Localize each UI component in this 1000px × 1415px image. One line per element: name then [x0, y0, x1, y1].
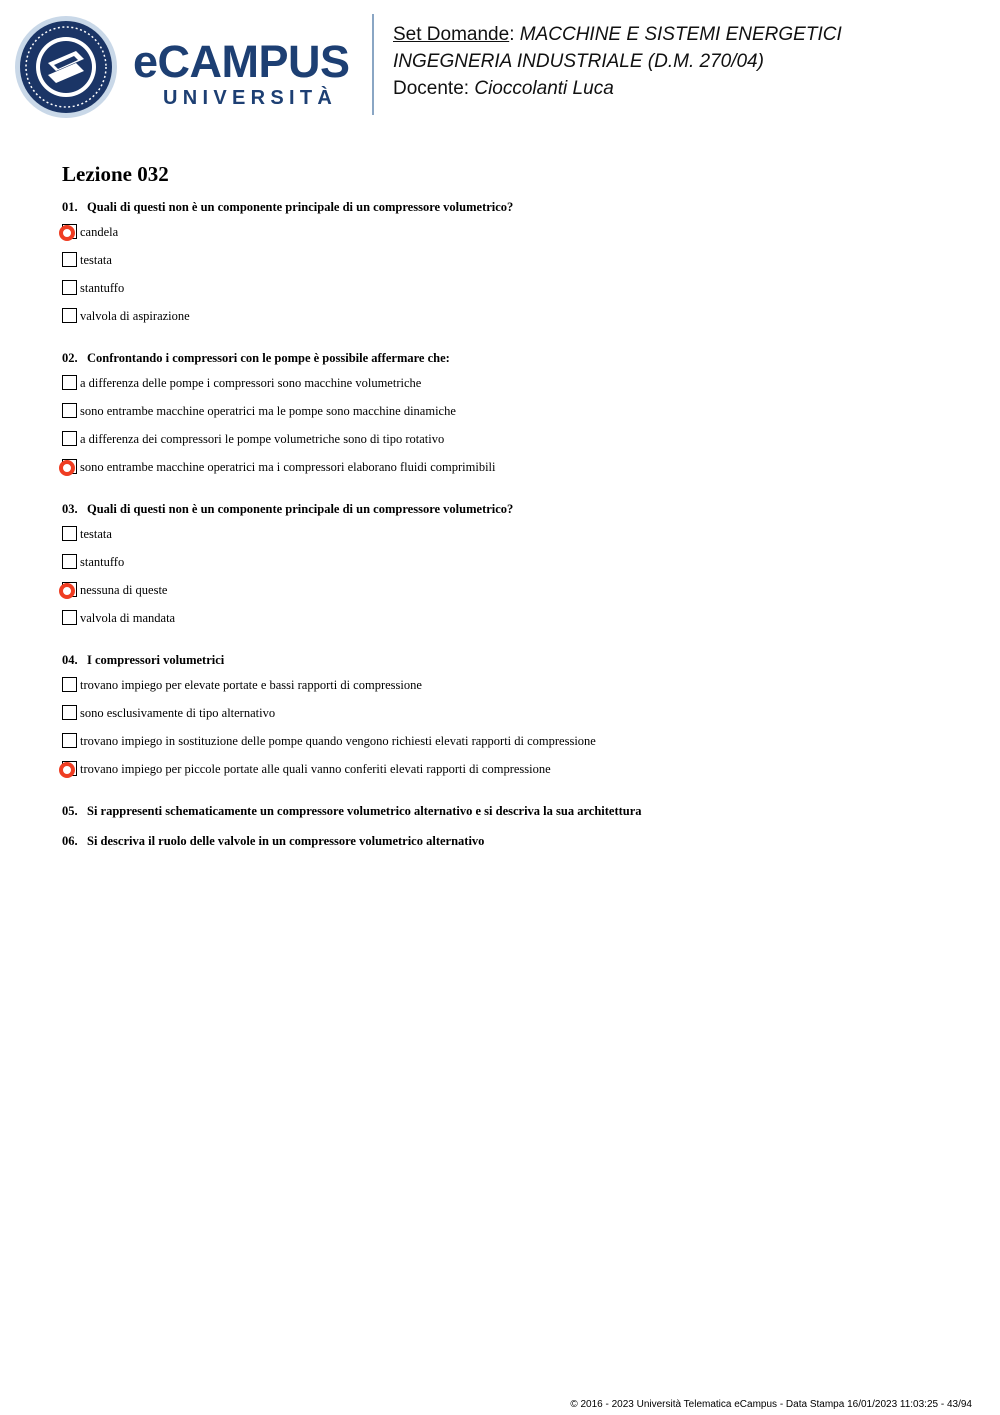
- checkbox[interactable]: [62, 252, 77, 267]
- answer-option[interactable]: [62, 308, 962, 336]
- question-label: Si descriva il ruolo delle valvole in un compressore volumetrico alternativo: [87, 834, 485, 848]
- question-text: [62, 652, 962, 668]
- question-text: [62, 199, 962, 215]
- answer-option[interactable]: [62, 459, 962, 487]
- page-header: [0, 0, 1000, 130]
- selected-answer-mark-icon: [59, 225, 75, 241]
- teacher-name: Cioccolanti Luca: [474, 78, 614, 99]
- answer-option-label: valvola di mandata: [80, 611, 176, 625]
- answer-option-label: sono esclusivamente di tipo alternativo: [80, 706, 276, 720]
- question-number: 02.: [62, 351, 78, 365]
- checkbox[interactable]: [62, 526, 77, 541]
- answer-option[interactable]: [62, 554, 962, 582]
- logo-word: eCAMPUS: [133, 36, 350, 87]
- checkbox[interactable]: [62, 677, 77, 692]
- answer-option[interactable]: [62, 280, 962, 308]
- header-info: [393, 21, 842, 102]
- answer-option[interactable]: [62, 431, 962, 459]
- question: [62, 199, 962, 336]
- course-name: MACCHINE E SISTEMI ENERGETICI: [519, 24, 842, 45]
- answer-option[interactable]: [62, 252, 962, 280]
- university-seal-icon: [14, 15, 118, 119]
- answer-option[interactable]: [62, 582, 962, 610]
- question-text: [62, 501, 962, 517]
- checkbox[interactable]: [62, 308, 77, 323]
- answer-option-label: testata: [80, 527, 112, 541]
- answer-option-label: stantuffo: [80, 555, 125, 569]
- question-label: I compressori volumetrici: [87, 653, 225, 667]
- answer-option-label: trovano impiego in sostituzione delle pompe quando vengono richiesti elevati rapporti di compressione: [80, 734, 596, 748]
- answer-option[interactable]: [62, 677, 962, 705]
- question: [62, 350, 962, 487]
- answer-option[interactable]: [62, 224, 962, 252]
- question-number: 03.: [62, 502, 78, 516]
- answer-option[interactable]: [62, 526, 962, 554]
- questions-list: [62, 199, 962, 849]
- answer-option-label: candela: [80, 225, 119, 239]
- header-teacher-line: Docente: Cioccolanti Luca: [393, 78, 614, 99]
- question-label: Si rappresenti schematicamente un compressore volumetrico alternativo e si descriva la sua architettura: [87, 804, 642, 818]
- checkbox[interactable]: [62, 554, 77, 569]
- checkbox[interactable]: [62, 431, 77, 446]
- checkbox[interactable]: [62, 280, 77, 295]
- question-label: Confrontando i compressori con le pompe è possibile affermare che:: [87, 351, 450, 365]
- answer-option-label: trovano impiego per piccole portate alle quali vanno conferiti elevati rapporti di compressione: [80, 762, 551, 776]
- answer-option-label: testata: [80, 253, 112, 267]
- lesson-title: Lezione 032: [62, 162, 169, 186]
- question: [62, 652, 962, 789]
- ecampus-logo: [133, 36, 350, 110]
- answer-option-label: a differenza delle pompe i compressori sono macchine volumetriche: [80, 376, 422, 390]
- answer-option-label: trovano impiego per elevate portate e bassi rapporti di compressione: [80, 678, 422, 692]
- question-number: 05.: [62, 804, 78, 818]
- question: [62, 501, 962, 638]
- question-text: [62, 350, 962, 366]
- answer-option[interactable]: [62, 761, 962, 789]
- answer-option[interactable]: [62, 610, 962, 638]
- question-number: 06.: [62, 834, 78, 848]
- checkbox[interactable]: [62, 610, 77, 625]
- checkbox[interactable]: [62, 403, 77, 418]
- checkbox[interactable]: [62, 705, 77, 720]
- answer-option[interactable]: [62, 705, 962, 733]
- answer-option-label: stantuffo: [80, 281, 125, 295]
- answer-option[interactable]: [62, 375, 962, 403]
- answer-option[interactable]: [62, 733, 962, 761]
- question-number: 04.: [62, 653, 78, 667]
- question-number: 01.: [62, 200, 78, 214]
- teacher-label: Docente: [393, 78, 464, 99]
- answer-option[interactable]: [62, 403, 962, 431]
- set-label: Set Domande: [393, 24, 510, 45]
- answer-option-label: sono entrambe macchine operatrici ma i compressori elaborano fluidi comprimibili: [80, 460, 496, 474]
- question-label: Quali di questi non è un componente principale di un compressore volumetrico?: [87, 502, 514, 516]
- question: [62, 803, 962, 819]
- answer-option-label: valvola di aspirazione: [80, 309, 190, 323]
- selected-answer-mark-icon: [59, 762, 75, 778]
- answer-option-label: a differenza dei compressori le pompe volumetriche sono di tipo rotativo: [80, 432, 445, 446]
- question-text: [62, 803, 962, 819]
- answer-option-label: sono entrambe macchine operatrici ma le pompe sono macchine dinamiche: [80, 404, 456, 418]
- question-set: [62, 160, 962, 863]
- logo-subtitle: UNIVERSITÀ: [163, 87, 338, 109]
- checkbox[interactable]: [62, 733, 77, 748]
- header-divider: [372, 14, 374, 115]
- question: [62, 833, 962, 849]
- selected-answer-mark-icon: [59, 583, 75, 599]
- question-label: Quali di questi non è un componente principale di un compressore volumetrico?: [87, 200, 514, 214]
- checkbox[interactable]: [62, 375, 77, 390]
- question-text: [62, 833, 962, 849]
- degree-name: INGEGNERIA INDUSTRIALE (D.M. 270/04): [393, 51, 764, 72]
- page-footer: © 2016 - 2023 Università Telematica eCampus - Data Stampa 16/01/2023 11:03:25 - 43/94: [570, 1399, 972, 1410]
- answer-option-label: nessuna di queste: [80, 583, 168, 597]
- selected-answer-mark-icon: [59, 460, 75, 476]
- header-course-line: Set Domande: MACCHINE E SISTEMI ENERGETICI: [393, 24, 842, 45]
